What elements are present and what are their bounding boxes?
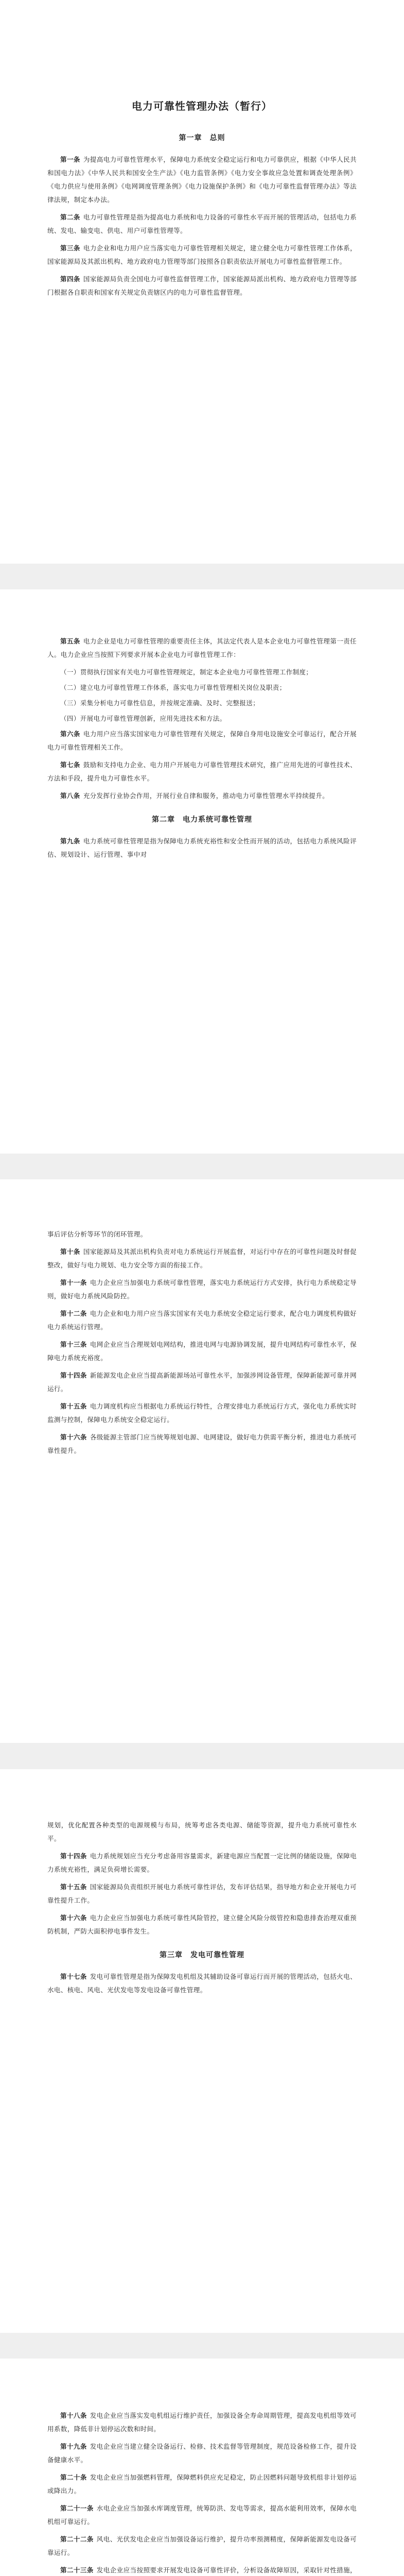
document-title: 电力可靠性管理办法（暂行） [132,100,272,112]
article-9 [47,835,357,861]
article-17 [47,1970,357,1997]
list-item: （一）贯彻执行国家有关电力可靠性管理规定，制定本企业电力可靠性管理工作制度； [60,668,313,676]
article-text: 电网企业应当合理规划电网结构，推进电网与电源协调发展，提升电网结构可靠性水平，保障电力系统充裕度。 [47,1341,357,1362]
article-number: 第六条 [60,730,80,738]
article-text: 电力系统规划应当充分考虑备用容量需求，新建电源应当配置一定比例的储能设施，保障电力系统充裕性，满足负荷增长需要。 [47,1852,357,1873]
article-11 [47,1276,357,1303]
article-number: 第四条 [60,275,80,283]
article-number: 第十九条 [60,2443,87,2450]
article-text: 电力用户应当落实国家电力可靠性管理有关规定，保障自身用电设施安全可靠运行，配合开展电力可靠性管理相关工作。 [47,730,357,751]
article-text: 各级能源主管部门应当统筹规划电源、电网建设，做好电力供需平衡分析，推进电力系统可靠性提升。 [47,1433,357,1454]
list-item: （三）采集分析电力可靠性信息，并按规定准确、及时、完整报送； [60,699,260,707]
article-7 [47,758,357,785]
article-18 [47,2409,357,2436]
article-23 [47,2564,357,2576]
continued-text: 事后评估分析等环节的闭环管理。 [47,1230,147,1238]
article-number: 第十六条 [60,1914,87,1922]
article-12 [47,1307,357,1334]
article-text: 发电企业应当建立健全设备运行、检修、技术监督等管理制度，规范设备检修工作，提升设备健康水平。 [47,2443,357,2464]
article-16b [47,1911,357,1938]
article-number: 第十八条 [60,2412,87,2419]
article-text: 电力企业应当加强电力系统可靠性风险管控，建立健全风险分级管控和隐患排查治理双重预防机制，严防大面积停电事件发生。 [47,1914,357,1935]
article-number: 第十七条 [60,1973,87,1980]
article-20 [47,2471,357,2498]
article-19 [47,2440,357,2467]
article-13 [47,1338,357,1365]
article-22 [47,2533,357,2560]
article-text: 发电企业应当加强燃料管理，保障燃料供应充足稳定，防止因燃料问题导致机组非计划停运或降出力。 [47,2473,357,2495]
article-number: 第十六条 [60,1433,87,1441]
article-number: 第二十三条 [60,2566,94,2574]
article-text: 新能源发电企业应当提高新能源场站可靠性水平，加强涉网设备管理，保障新能源可靠并网运行。 [47,1371,357,1393]
article-8 [47,789,357,803]
article-1 [47,153,357,207]
article-text: 发电企业应当落实发电机组运行维护责任，加强设备全寿命周期管理，提高发电机组等效可用系数，降低非计划停运次数和时间。 [47,2412,357,2433]
continued-text: 规划，优化配置各种类型的电源规模与布局，统筹考虑各类电源、储能等资源，提升电力系统可靠性水平。 [47,1821,357,1842]
article-number: 第二条 [60,213,80,221]
article-text: 电力系统可靠性管理是指为保障电力系统充裕性和安全性而开展的活动，包括电力系统风险评估、规划设计、运行管理、事中对 [47,837,357,858]
chapter-heading-2: 第二章 电力系统可靠性管理 [152,816,252,824]
article-text: 电力企业和电力用户应当落实国家有关电力系统安全稳定运行要求，配合电力调度机构做好电力系统运行管理。 [47,1310,357,1331]
article-2 [47,211,357,238]
article-number: 第一条 [60,156,80,163]
list-item: （四）开展电力可靠性管理创新，应用先进技术和方法。 [60,715,226,722]
chapter-heading-1: 第一章 总则 [179,134,225,142]
article-text: 充分发挥行业协会作用，开展行业自律和服务，推动电力可靠性管理水平持续提升。 [83,792,329,800]
document-page-1 [0,0,404,564]
article-number: 第十四条 [60,1852,87,1860]
article-14 [47,1369,357,1396]
article-number: 第十四条 [60,1371,87,1379]
article-15 [47,1400,357,1427]
article-text: 国家能源局及其派出机构负责对电力系统运行开展监督，对运行中存在的可靠性问题及时督促整改，做好与电力规划、电力安全等方面的衔接工作。 [47,1248,357,1269]
article-text: 发电可靠性管理是指为保障发电机组及其辅助设备可靠运行而开展的管理活动，包括火电、水电、核电、风电、光伏发电等发电设备可靠性管理。 [47,1973,357,1994]
article-number: 第十二条 [60,1310,87,1317]
article-4 [47,273,357,299]
article-number: 第十五条 [60,1402,87,1410]
article-text: 鼓励和支持电力企业、电力用户开展电力可靠性管理技术研究，推广应用先进的可靠性技术、方法和手段，提升电力可靠性水平。 [47,761,357,782]
article-number: 第五条 [60,637,80,645]
article-6 [47,727,357,754]
article-number: 第二十条 [60,2473,87,2481]
list-item: （二）建立电力可靠性管理工作体系，落实电力可靠性管理相关岗位及职责； [60,684,286,691]
article-3 [47,242,357,268]
article-text: 电力可靠性管理是指为提高电力系统和电力设备的可靠性水平而开展的管理活动，包括电力系统、发电、输变电、供电、用户可靠性管理等。 [47,213,357,234]
document-page-3 [0,1179,404,1743]
article-14b [47,1850,357,1876]
chapter-heading-3: 第三章 发电可靠性管理 [160,1951,244,1959]
article-number: 第七条 [60,761,80,769]
article-number: 第二十二条 [60,2535,94,2543]
article-text: 水电企业应当加强水库调度管理，统筹防洪、发电等需求，提高水能利用效率，保障水电机组可靠运行。 [47,2504,357,2526]
article-number: 第八条 [60,792,80,800]
article-21 [47,2502,357,2529]
article-text: 发电企业应当按照要求开展发电设备可靠性评价，分析设备故障原因，采取针对性措施， [96,2566,357,2574]
document-page-5 [0,2359,404,2576]
article-15b [47,1880,357,1907]
article-number: 第十五条 [60,1883,87,1891]
article-text: 电力企业是电力可靠性管理的重要责任主体，其法定代表人是本企业电力可靠性管理第一责任人。电力企业应当按照下列要求开展本企业电力可靠性管理工作： [47,637,357,658]
article-text: 电力企业应当加强电力系统可靠性管理，落实电力系统运行方式安排，执行电力系统稳定导则，做好电力系统风险防控。 [47,1279,357,1300]
article-text: 为提高电力可靠性管理水平，保障电力系统安全稳定运行和电力可靠供应，根据《中华人民共和国电力法》《中华人民共和国安全生产法》《电力监管条例》《电力安全事故应急处置和调查处理条例》《电力供应与使用条例》《电网调度管理条例》《电力设施保护条例》和《电力可靠性监督管理办法》等法律法规，制定本办法。 [47,156,357,204]
article-number: 第二十一条 [60,2504,94,2512]
article-number: 第十三条 [60,1341,87,1348]
article-number: 第十条 [60,1248,80,1256]
article-text: 国家能源局负责全国电力可靠性监督管理工作，国家能源局派出机构、地方政府电力管理等部门根据各自职责和国家有关规定负责辖区内的电力可靠性监督管理。 [47,275,357,296]
article-5 [47,635,357,662]
article-number: 第九条 [60,837,80,845]
article-number: 第三条 [60,244,80,252]
article-number: 第十一条 [60,1279,87,1286]
article-text: 风电、光伏发电企业应当加强设备运行维护，提升功率预测精度，保障新能源发电设备可靠运行。 [47,2535,357,2556]
article-10 [47,1245,357,1272]
document-page-2 [0,589,404,1154]
article-text: 电力企业和电力用户应当落实电力可靠性管理相关规定，建立健全电力可靠性管理工作体系，国家能源局及其派出机构、地方政府电力管理等部门按照各自职责依法开展电力可靠性监督管理工作。 [47,244,357,265]
article-16 [47,1431,357,1458]
document-page-4 [0,1769,404,2333]
article-text: 电力调度机构应当根据电力系统运行特性，合理安排电力系统运行方式，强化电力系统实时监测与控制，保障电力系统安全稳定运行。 [47,1402,357,1423]
article-text: 国家能源局负责组织开展电力系统可靠性评估，发布评估结果，指导地方和企业开展电力可靠性提升工作。 [47,1883,357,1904]
